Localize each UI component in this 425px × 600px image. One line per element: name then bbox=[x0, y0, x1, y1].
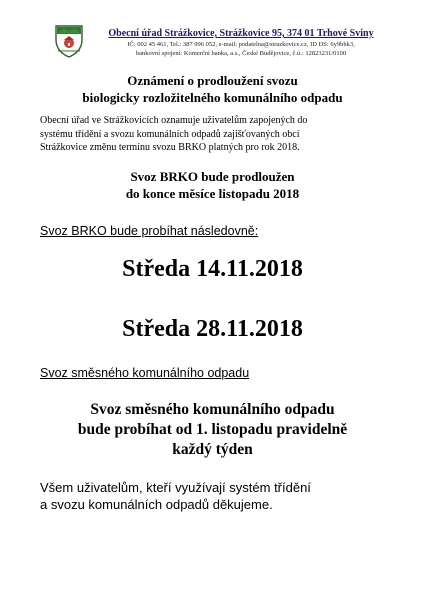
municipal-coat-of-arms-icon bbox=[54, 24, 84, 58]
thanks-line: Všem uživatelům, kteří využívají systém třídění bbox=[40, 480, 311, 495]
mixed-waste-line: každý týden bbox=[172, 441, 253, 458]
collection-date: Středa 14.11.2018 bbox=[122, 256, 303, 282]
schedule-heading: Svoz BRKO bude probíhat následovně: bbox=[40, 224, 259, 238]
extension-line: Svoz BRKO bude prodloužen bbox=[130, 169, 295, 184]
collection-date: Středa 28.11.2018 bbox=[122, 316, 303, 342]
extension-line: do konce měsíce listopadu 2018 bbox=[125, 186, 300, 201]
notice-title bbox=[40, 72, 385, 106]
mixed-waste-heading: Svoz směsného komunálního odpadu bbox=[40, 366, 250, 380]
thanks-paragraph bbox=[40, 479, 385, 513]
thanks-line: a svozu komunálních odpadů děkujeme. bbox=[40, 497, 273, 512]
intro-line: Strážkovice změnu termínu svozu BRKO platných pro rok 2018. bbox=[40, 142, 300, 153]
intro-line: Obecní úřad ve Strážkovicích oznamuje uživatelům zapojených do bbox=[40, 115, 308, 126]
intro-paragraph bbox=[40, 114, 385, 155]
contact-line: bankovní spojení: Komerční banka, a.s., České Budějovice, č.ú.: 12823231/0100 bbox=[135, 49, 347, 57]
mixed-waste-line: bude probíhat od 1. listopadu pravidelně bbox=[77, 421, 348, 438]
notice-title-line: Oznámení o prodloužení svozu bbox=[127, 73, 298, 88]
extension-announcement bbox=[40, 168, 385, 202]
mixed-waste-info bbox=[40, 400, 385, 460]
mixed-waste-line: Svoz směsného komunálního odpadu bbox=[90, 401, 335, 418]
office-name: Obecní úřad Strážkovice, Strážkovice 95, 374 01 Trhové Sviny bbox=[108, 28, 374, 39]
contact-line: IČ: 002 45 461, Tel.: 387 996 052, e-mail: podatelna@strazkovice.cz, ID DS: 6y9bhk3, bbox=[127, 41, 355, 48]
notice-title-line: biologicky rozložitelného komunálního odpadu bbox=[82, 90, 343, 105]
office-contact bbox=[96, 41, 386, 58]
intro-line: systému třídění a svozu komunálních odpadů zajišťovaných obcí bbox=[40, 128, 300, 140]
